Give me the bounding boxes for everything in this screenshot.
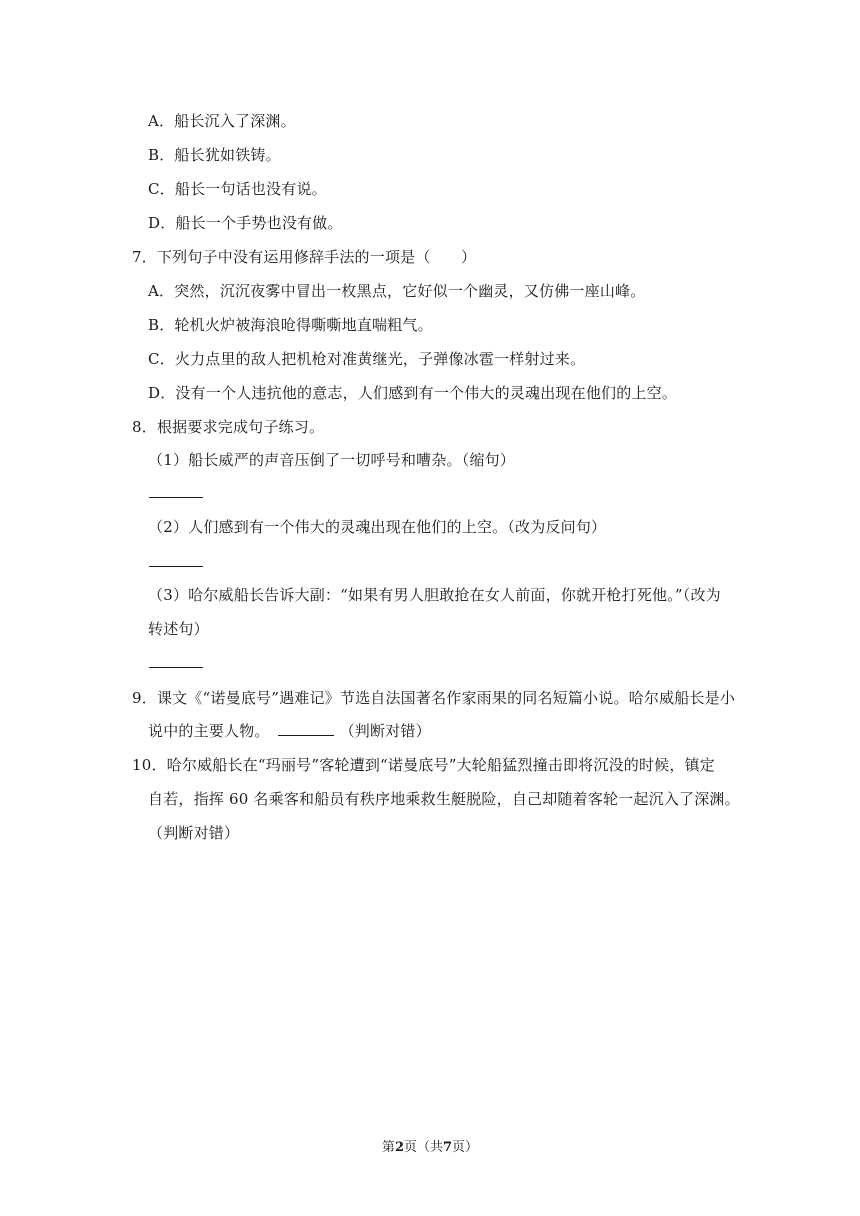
q9-line-1: 9．课文《“诺曼底号”遇难记》节选自法国著名作家雨果的同名短篇小说。哈尔威船长是小 <box>132 689 736 707</box>
q8-answer-blank-1[interactable] <box>149 497 203 498</box>
q7-option-b: B．轮机火炉被海浪呛得嘶嘶地直喘粗气。 <box>148 316 433 334</box>
q8-stem: 8．根据要求完成句子练习。 <box>132 418 325 436</box>
q8-sentence-3-line-1: （3）哈尔威船长告诉大副：“如果有男人胆敢抢在女人前面，你就开枪打死他。”（改为 <box>148 586 721 604</box>
q6-option-d: D．船长一个手势也没有做。 <box>148 214 343 232</box>
q7-option-c: C．火力点里的敌人把机枪对准黄继光，子弹像冰雹一样射过来。 <box>148 350 586 368</box>
q9-answer-blank[interactable] <box>278 721 334 736</box>
q9-line-2-text: 说中的主要人物。 <box>148 722 270 740</box>
q8-answer-blank-3[interactable] <box>149 667 203 668</box>
q10-line-1: 10．哈尔威船长在“玛丽号”客轮遭到“诺曼底号”大轮船猛烈撞击即将沉没的时候，镇定 <box>132 756 715 774</box>
q6-option-c: C．船长一句话也没有说。 <box>148 180 327 198</box>
footer-middle: 页（共 <box>403 1140 443 1155</box>
q9-line-2 <box>148 721 431 741</box>
q6-option-b: B．船长犹如铁铸。 <box>148 146 281 164</box>
q8-answer-blank-2[interactable] <box>149 566 203 567</box>
q8-sentence-1: （1）船长威严的声音压倒了一切呼号和嘈杂。（缩句） <box>148 451 516 469</box>
footer-page-number: 2 <box>394 1140 404 1155</box>
q7-option-a: A．突然，沉沉夜雾中冒出一枚黑点，它好似一个幽灵，又仿佛一座山峰。 <box>148 282 646 300</box>
page-footer <box>0 1139 860 1157</box>
q8-sentence-3-line-2: 转述句） <box>148 620 209 638</box>
q10-line-2: 自若，指挥 60 名乘客和船员有秩序地乘救生艇脱险，自己却随着客轮一起沉入了深渊。 <box>148 790 740 808</box>
footer-total-pages: 7 <box>443 1140 453 1155</box>
q7-stem: 7．下列句子中没有运用修辞手法的一项是（ ） <box>132 248 477 266</box>
q8-sentence-2: （2）人们感到有一个伟大的灵魂出现在他们的上空。（改为反问句） <box>148 518 607 536</box>
footer-suffix: 页） <box>452 1140 479 1155</box>
q10-line-3: （判断对错） <box>148 824 240 842</box>
q7-option-d: D．没有一个人违抗他的意志，人们感到有一个伟大的灵魂出现在他们的上空。 <box>148 384 678 402</box>
q9-line-2-suffix: （判断对错） <box>339 722 431 740</box>
footer-prefix: 第 <box>381 1140 395 1155</box>
q6-option-a: A．船长沉入了深渊。 <box>148 112 296 130</box>
